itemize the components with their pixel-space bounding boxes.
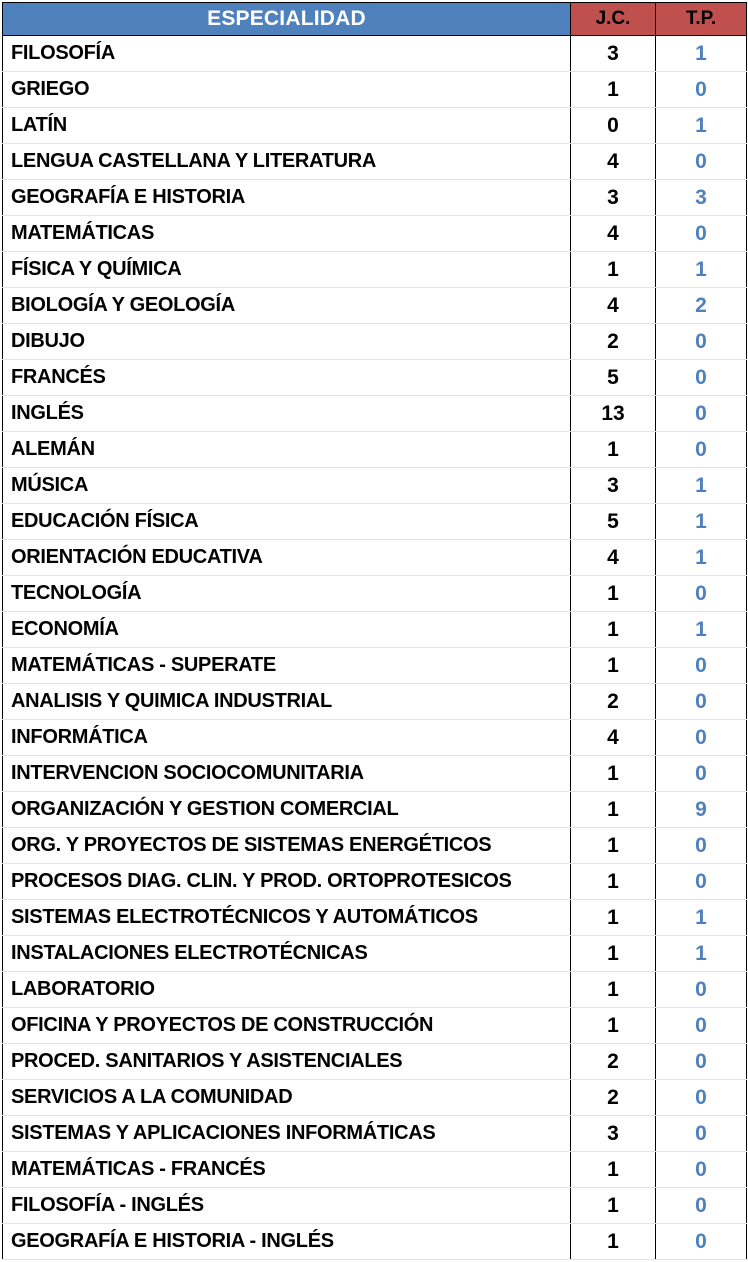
cell-especialidad[interactable]: ANALISIS Y QUIMICA INDUSTRIAL: [3, 684, 571, 720]
cell-jc[interactable]: 3: [571, 1116, 656, 1152]
cell-tp[interactable]: 0: [656, 648, 747, 684]
cell-tp[interactable]: 0: [656, 1044, 747, 1080]
cell-tp[interactable]: 9: [656, 792, 747, 828]
cell-tp[interactable]: 3: [656, 180, 747, 216]
table-row: [3, 1044, 747, 1080]
table-row: [3, 468, 747, 504]
cell-tp[interactable]: 0: [656, 1224, 747, 1260]
table-row: [3, 36, 747, 72]
table-row: [3, 396, 747, 432]
cell-tp[interactable]: 0: [656, 72, 747, 108]
table-row: [3, 756, 747, 792]
cell-jc[interactable]: 3: [571, 468, 656, 504]
table-row: [3, 720, 747, 756]
table-row: [3, 1224, 747, 1260]
cell-tp[interactable]: 2: [656, 288, 747, 324]
cell-tp[interactable]: 0: [656, 1116, 747, 1152]
cell-tp[interactable]: 0: [656, 1080, 747, 1116]
cell-jc[interactable]: 4: [571, 288, 656, 324]
table-row: [3, 576, 747, 612]
cell-tp[interactable]: 1: [656, 936, 747, 972]
cell-especialidad[interactable]: DIBUJO: [3, 324, 571, 360]
cell-tp[interactable]: 0: [656, 1008, 747, 1044]
cell-especialidad[interactable]: FILOSOFÍA - INGLÉS: [3, 1188, 571, 1224]
cell-jc[interactable]: 1: [571, 1008, 656, 1044]
cell-tp[interactable]: 1: [656, 252, 747, 288]
table-row: [3, 1008, 747, 1044]
cell-especialidad[interactable]: ORG. Y PROYECTOS DE SISTEMAS ENERGÉTICOS: [3, 828, 571, 864]
cell-especialidad[interactable]: GRIEGO: [3, 72, 571, 108]
cell-especialidad[interactable]: MÚSICA: [3, 468, 571, 504]
cell-jc[interactable]: 1: [571, 1188, 656, 1224]
cell-especialidad[interactable]: EDUCACIÓN FÍSICA: [3, 504, 571, 540]
table-row: [3, 864, 747, 900]
table-row: [3, 540, 747, 576]
table-row: [3, 432, 747, 468]
cell-tp[interactable]: 1: [656, 540, 747, 576]
cell-jc[interactable]: 1: [571, 792, 656, 828]
cell-jc[interactable]: 1: [571, 936, 656, 972]
cell-especialidad[interactable]: INFORMÁTICA: [3, 720, 571, 756]
table-row: [3, 216, 747, 252]
table-row: [3, 1116, 747, 1152]
cell-tp[interactable]: 0: [656, 432, 747, 468]
cell-jc[interactable]: 1: [571, 72, 656, 108]
cell-especialidad[interactable]: TECNOLOGÍA: [3, 576, 571, 612]
cell-especialidad[interactable]: LATÍN: [3, 108, 571, 144]
cell-tp[interactable]: 0: [656, 972, 747, 1008]
cell-tp[interactable]: 0: [656, 324, 747, 360]
cell-especialidad[interactable]: INGLÉS: [3, 396, 571, 432]
cell-jc[interactable]: 1: [571, 576, 656, 612]
cell-jc[interactable]: 0: [571, 108, 656, 144]
cell-especialidad[interactable]: ORIENTACIÓN EDUCATIVA: [3, 540, 571, 576]
cell-tp[interactable]: 0: [656, 1152, 747, 1188]
cell-especialidad[interactable]: SISTEMAS ELECTROTÉCNICOS Y AUTOMÁTICOS: [3, 900, 571, 936]
cell-especialidad[interactable]: INSTALACIONES ELECTROTÉCNICAS: [3, 936, 571, 972]
cell-jc[interactable]: 3: [571, 36, 656, 72]
cell-especialidad[interactable]: LENGUA CASTELLANA Y LITERATURA: [3, 144, 571, 180]
cell-tp[interactable]: 1: [656, 468, 747, 504]
table-row: [3, 252, 747, 288]
cell-jc[interactable]: 1: [571, 864, 656, 900]
cell-tp[interactable]: 1: [656, 504, 747, 540]
cell-jc[interactable]: 1: [571, 1152, 656, 1188]
cell-tp[interactable]: 1: [656, 612, 747, 648]
cell-jc[interactable]: 1: [571, 252, 656, 288]
table-row: [3, 504, 747, 540]
cell-jc[interactable]: 3: [571, 180, 656, 216]
table-row: [3, 180, 747, 216]
table-row: [3, 324, 747, 360]
cell-especialidad[interactable]: ALEMÁN: [3, 432, 571, 468]
header-row: [3, 3, 747, 36]
cell-especialidad[interactable]: SERVICIOS A LA COMUNIDAD: [3, 1080, 571, 1116]
table-row: [3, 144, 747, 180]
cell-jc[interactable]: 2: [571, 1044, 656, 1080]
table-row: [3, 612, 747, 648]
header-especialidad[interactable]: ESPECIALIDAD: [3, 3, 571, 36]
cell-tp[interactable]: 0: [656, 216, 747, 252]
cell-jc[interactable]: 2: [571, 324, 656, 360]
cell-especialidad[interactable]: SISTEMAS Y APLICACIONES INFORMÁTICAS: [3, 1116, 571, 1152]
cell-tp[interactable]: 0: [656, 1188, 747, 1224]
especialidad-table: [2, 2, 747, 1260]
cell-tp[interactable]: 0: [656, 360, 747, 396]
cell-especialidad[interactable]: ORGANIZACIÓN Y GESTION COMERCIAL: [3, 792, 571, 828]
cell-especialidad[interactable]: BIOLOGÍA Y GEOLOGÍA: [3, 288, 571, 324]
cell-jc[interactable]: 1: [571, 828, 656, 864]
table-row: [3, 792, 747, 828]
table-row: [3, 900, 747, 936]
cell-especialidad[interactable]: OFICINA Y PROYECTOS DE CONSTRUCCIÓN: [3, 1008, 571, 1044]
cell-tp[interactable]: 0: [656, 684, 747, 720]
cell-especialidad[interactable]: GEOGRAFÍA E HISTORIA - INGLÉS: [3, 1224, 571, 1260]
cell-tp[interactable]: 0: [656, 144, 747, 180]
table-header: [3, 3, 747, 36]
cell-tp[interactable]: 0: [656, 576, 747, 612]
cell-jc[interactable]: 4: [571, 720, 656, 756]
table-row: [3, 1152, 747, 1188]
cell-tp[interactable]: 0: [656, 720, 747, 756]
cell-jc[interactable]: 2: [571, 1080, 656, 1116]
table-row: [3, 648, 747, 684]
table-row: [3, 828, 747, 864]
cell-tp[interactable]: 0: [656, 756, 747, 792]
cell-jc[interactable]: 1: [571, 612, 656, 648]
cell-especialidad[interactable]: PROCED. SANITARIOS Y ASISTENCIALES: [3, 1044, 571, 1080]
header-jc[interactable]: J.C.: [571, 3, 656, 36]
cell-jc[interactable]: 1: [571, 972, 656, 1008]
cell-especialidad[interactable]: GEOGRAFÍA E HISTORIA: [3, 180, 571, 216]
cell-jc[interactable]: 1: [571, 756, 656, 792]
table-row: [3, 72, 747, 108]
header-tp[interactable]: T.P.: [656, 3, 747, 36]
cell-jc[interactable]: 4: [571, 540, 656, 576]
cell-especialidad[interactable]: FILOSOFÍA: [3, 36, 571, 72]
cell-especialidad[interactable]: MATEMÁTICAS - FRANCÉS: [3, 1152, 571, 1188]
cell-especialidad[interactable]: ECONOMÍA: [3, 612, 571, 648]
cell-tp[interactable]: 0: [656, 396, 747, 432]
cell-jc[interactable]: 4: [571, 144, 656, 180]
table-row: [3, 288, 747, 324]
cell-jc[interactable]: 5: [571, 360, 656, 396]
cell-especialidad[interactable]: LABORATORIO: [3, 972, 571, 1008]
cell-jc[interactable]: 1: [571, 1224, 656, 1260]
cell-jc[interactable]: 5: [571, 504, 656, 540]
table-row: [3, 684, 747, 720]
cell-tp[interactable]: 1: [656, 36, 747, 72]
table-row: [3, 360, 747, 396]
cell-tp[interactable]: 0: [656, 828, 747, 864]
cell-especialidad[interactable]: PROCESOS DIAG. CLIN. Y PROD. ORTOPROTESICOS: [3, 864, 571, 900]
table-row: [3, 972, 747, 1008]
cell-especialidad[interactable]: MATEMÁTICAS - SUPERATE: [3, 648, 571, 684]
table-row: [3, 936, 747, 972]
cell-tp[interactable]: 0: [656, 864, 747, 900]
table-body: [3, 36, 747, 1260]
table-row: [3, 1188, 747, 1224]
cell-tp[interactable]: 1: [656, 108, 747, 144]
cell-jc[interactable]: 2: [571, 684, 656, 720]
cell-especialidad[interactable]: INTERVENCION SOCIOCOMUNITARIA: [3, 756, 571, 792]
cell-tp[interactable]: 1: [656, 900, 747, 936]
cell-jc[interactable]: 4: [571, 216, 656, 252]
table-row: [3, 108, 747, 144]
cell-especialidad[interactable]: FRANCÉS: [3, 360, 571, 396]
cell-especialidad[interactable]: MATEMÁTICAS: [3, 216, 571, 252]
cell-jc[interactable]: 1: [571, 432, 656, 468]
table-row: [3, 1080, 747, 1116]
cell-jc[interactable]: 13: [571, 396, 656, 432]
cell-especialidad[interactable]: FÍSICA Y QUÍMICA: [3, 252, 571, 288]
cell-jc[interactable]: 1: [571, 900, 656, 936]
cell-jc[interactable]: 1: [571, 648, 656, 684]
